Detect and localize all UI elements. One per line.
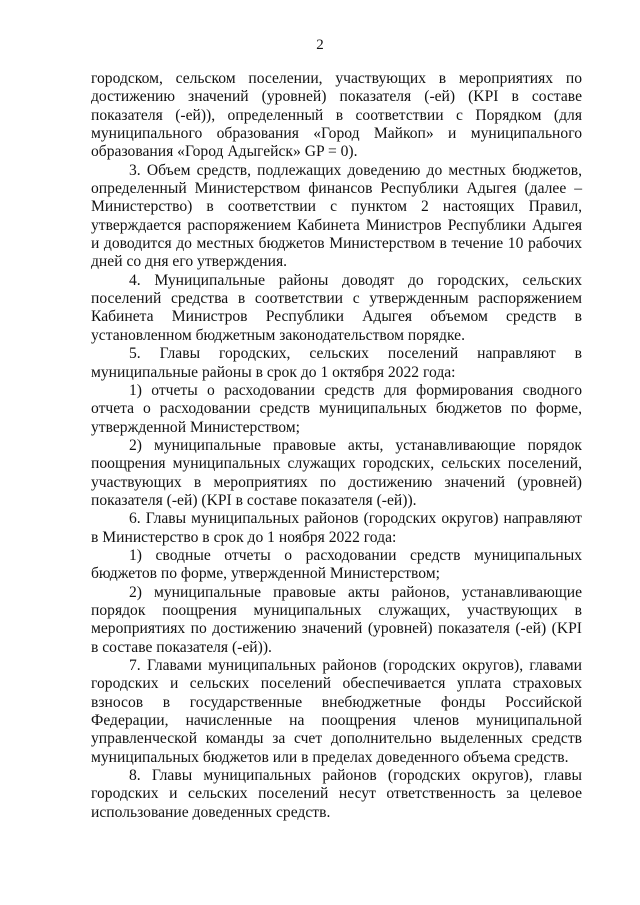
paragraph-item-6-1: 1) сводные отчеты о расходовании средств муниципальных бюджетов по форме, утвержденной Министерством; [91, 546, 582, 583]
paragraph-item-8: 8. Главы муниципальных районов (городских округов), главы городских и сельских поселений несут ответственность за целевое использование доведенных средств. [91, 767, 582, 821]
paragraph-item-3: 3. Объем средств, подлежащих доведению до местных бюджетов, определенный Министерством финансов Республики Адыгея (далее – Министерство) в соответствии с пунктом 2 настоящих Правил, утверждается распоряжением Кабинета Министров Республики Адыгея и доводится до местных бюджетов Министерством в течение 10 рабочих дней со дня его утверждения. [91, 161, 582, 271]
paragraph-item-6-2: 2) муниципальные правовые акты районов, устанавливающие порядок поощрения муниципальных служащих, участвующих в мероприятиях по достижению значений (уровней) показателя (-ей) (KPI в составе показателя (-ей)). [91, 583, 582, 656]
paragraph-item-5: 5. Главы городских, сельских поселений направляют в муниципальные районы в срок до 1 октября 2022 года: [91, 345, 582, 381]
paragraph-item-6: 6. Главы муниципальных районов (городских округов) направляют в Министерство в срок до 1 ноября 2022 года: [91, 510, 582, 546]
paragraph-continuation: городском, сельском поселении, участвующих в мероприятиях по достижению значений (уровней) показателя (-ей) (KPI в составе показателя (-ей)), определенный в соответствии с Порядком (для муниципального образования «Город Майкоп» и муниципального образования «Город Адыгейск» GP = 0). [91, 70, 582, 161]
paragraph-item-4: 4. Муниципальные районы доводят до городских, сельских поселений средства в соответствии с утвержденным распоряжением Кабинета Министров Республики Адыгея объемом средств в установленном бюджетным законодательством порядке. [91, 271, 582, 344]
page-number: 2 [316, 37, 324, 53]
paragraph-item-5-1: 1) отчеты о расходовании средств для формирования сводного отчета о расходовании средств муниципальных бюджетов по форме, утвержденной Министерством; [91, 381, 582, 436]
paragraph-item-5-2: 2) муниципальные правовые акты, устанавливающие порядок поощрения муниципальных служащих городских, сельских поселений, участвующих в мероприятиях по достижению значений (уровней) показателя (-ей) (KPI в составе показателя (-ей)). [91, 436, 582, 509]
document-body [91, 70, 582, 822]
paragraph-item-7: 7. Главами муниципальных районов (городских округов), главами городских и сельских поселений обеспечивается уплата страховых взносов в государственные внебюджетные фонды Российской Федерации, начисленные на поощрения членов муниципальной управленческой команды за счет дополнительно выделенных средств муниципальных бюджетов или в пределах доведенного объема средств. [91, 657, 582, 766]
